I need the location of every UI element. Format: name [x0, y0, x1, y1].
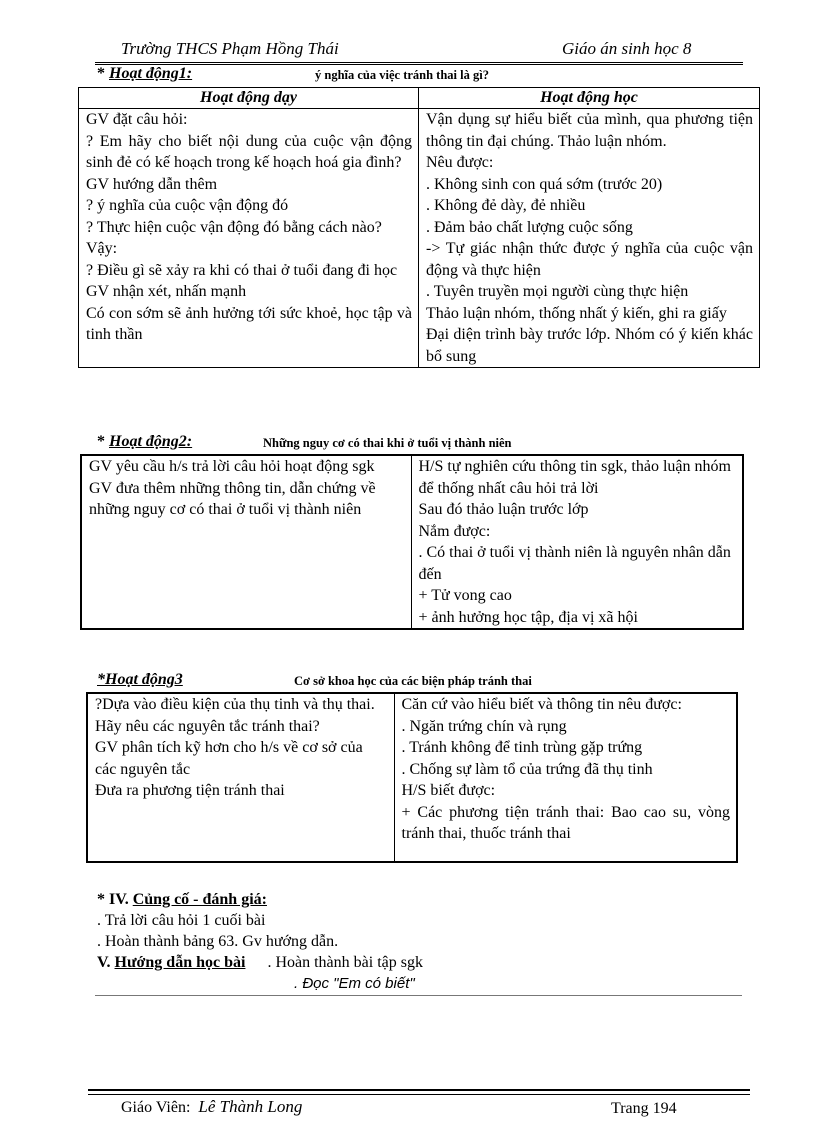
section1-table: [78, 87, 760, 368]
section3-title: [97, 671, 747, 691]
review-heading: * IV. Củng cố - đánh giá:: [97, 891, 267, 908]
review-title: Củng cố - đánh giá:: [132, 891, 267, 908]
footer-divider: [88, 1089, 750, 1095]
student-activities-3: Căn cứ vào hiểu biết và thông tin nêu được: . Ngăn trứng chín và rụng . Tránh không để tinh trùng gặp trứng . Chống sự làm tổ của trứng đã thụ tinh H/S biết được: + Các phương tiện tránh thai: Bao cao su, vòng tránh thai, thuốc tránh thai: [394, 693, 737, 862]
col-header-teaching: Hoạt động dạy: [79, 88, 419, 109]
section3-topic: Cơ sở khoa học của các biện pháp tránh thai: [294, 674, 532, 688]
section3-label: *Hoạt động3: [97, 671, 183, 688]
teacher-activities-2: GV yêu cầu h/s trả lời câu hỏi hoạt động sgk GV đưa thêm những thông tin, dẫn chứng về những nguy cơ có thai ở tuổi vị thành niên: [81, 455, 411, 629]
student-activities: Vận dụng sự hiểu biết của mình, qua phương tiện thông tin đại chúng. Thảo luận nhóm. Nêu được: . Không sinh con quá sớm (trước 20) . Không đẻ dày, đẻ nhiều . Đảm bảo chất lượng cuộc sống -> Tự giác nhận thức được ý nghĩa của cuộc vận động và thực hiện . Tuyên truyền mọi người cùng thực hiện Thảo luận nhóm, thống nhất ý kiến, ghi ra giấy Đại diện trình bày trước lớp. Nhóm có ý kiến khác bổ sung: [419, 109, 760, 368]
homework-title: Hướng dẫn học bài: [114, 954, 246, 971]
section2-title: * Hoạt động2: Những nguy cơ có thai khi ở tuổi vị thành niên: [97, 433, 512, 450]
teacher-activities-3: ?Dựa vào điều kiện của thụ tinh và thụ thai. Hãy nêu các nguyên tắc tránh thai? GV phân tích kỹ hơn cho h/s về cơ sở của các nguyên tắc Đưa ra phương tiện tránh thai: [87, 693, 394, 862]
school-name: Trường THCS Phạm Hồng Thái: [121, 39, 339, 58]
teacher-name: Lê Thành Long: [198, 1097, 303, 1116]
teacher-label: Giáo Viên:: [121, 1099, 191, 1116]
student-activities-2: H/S tự nghiên cứu thông tin sgk, thảo luận nhóm để thống nhất câu hỏi trả lời Sau đó thảo luận trước lớp Nắm được: . Có thai ở tuổi vị thành niên là nguyên nhân dẫn đến + Tử vong cao + ảnh hưởng học tập, địa vị xã hội: [411, 455, 743, 629]
section2-table: [80, 454, 744, 630]
review-item: . Hoàn thành bảng 63. Gv hướng dẫn.: [97, 933, 339, 950]
section2-label: Hoạt động2:: [109, 433, 193, 450]
section2-topic: Những nguy cơ có thai khi ở tuổi vị thành niên: [263, 436, 512, 450]
section1-title: * Hoạt động1: ý nghĩa của việc tránh thai là gì?: [97, 65, 489, 82]
review-item: . Trả lời câu hỏi 1 cuối bài: [97, 912, 266, 929]
homework-item: . Đọc "Em có biết": [294, 975, 415, 992]
teacher-activities: GV đặt câu hỏi: ? Em hãy cho biết nội dung của cuộc vận động sinh đẻ có kế hoạch trong kế hoạch hoá gia đình? GV hướng dẫn thêm ? ý nghĩa của cuộc vận động đó ? Thực hiện cuộc vận động đó bằng cách nào? Vậy: ? Điều gì sẽ xảy ra khi có thai ở tuổi đang đi học GV nhận xét, nhấn mạnh Có con sớm sẽ ảnh hưởng tới sức khoẻ, học tập và tinh thần: [79, 109, 419, 368]
divider: [95, 995, 742, 996]
review-section: [97, 889, 747, 994]
footer-teacher: [121, 1097, 302, 1117]
homework-item: . Hoàn thành bài tập sgk: [267, 954, 423, 971]
section1-label: Hoạt động1:: [109, 65, 193, 82]
section3-table: [86, 692, 738, 863]
page-header: [95, 38, 743, 65]
subject-title: Giáo án sinh học 8: [562, 39, 692, 58]
col-header-learning: Hoạt động học: [419, 88, 760, 109]
homework-heading: V. Hướng dẫn học bài . Hoàn thành bài tập sgk: [97, 954, 423, 971]
page-number: Trang 194: [611, 1100, 677, 1117]
section1-topic: ý nghĩa của việc tránh thai là gì?: [315, 68, 489, 82]
